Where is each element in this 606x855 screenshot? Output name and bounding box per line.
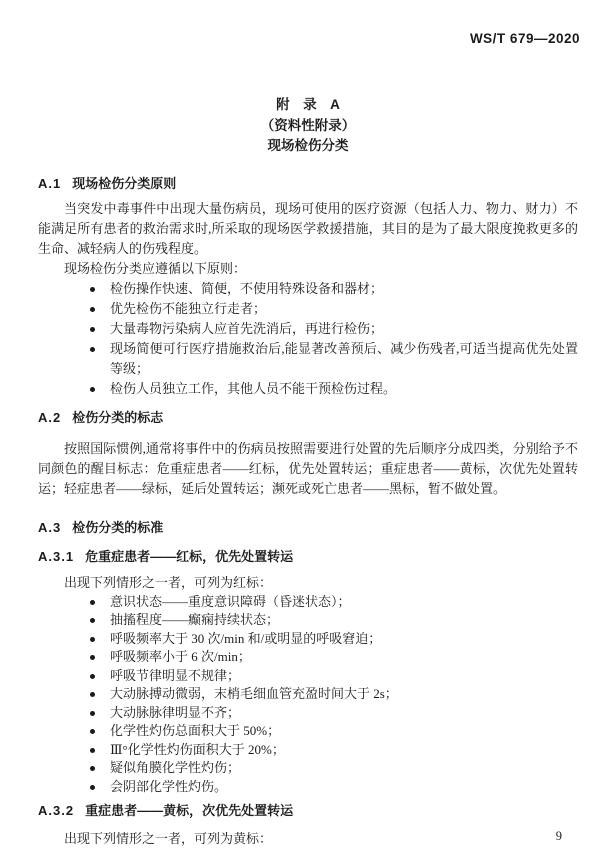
section-a3-2-title: 重症患者——黄标，次优先处置转运 bbox=[85, 803, 294, 818]
section-a2-paragraph-1: 按照国际惯例,通常将事件中的伤病员按照需要进行处置的先后顺序分成四类，分别给予不同颜色的醒目标志：危重症患者——红标，优先处置转运；重症患者——黄标，次优先处置转运；轻症患者——绿标，延后处置转运；濒死或死亡患者——黑标，暂不做处置。 bbox=[38, 440, 578, 496]
section-a2-heading bbox=[38, 408, 578, 427]
list-item: 大动脉脉律明显不齐； bbox=[38, 704, 578, 723]
section-a2-number: A.2 bbox=[38, 409, 62, 425]
section-a3-heading bbox=[38, 518, 578, 537]
section-a3-2-intro: 出现下列情形之一者，可列为黄标： bbox=[64, 831, 273, 846]
list-item: 意识状态——重度意识障碍（昏迷状态）； bbox=[38, 593, 578, 612]
list-item: 呼吸节律明显不规律； bbox=[38, 667, 578, 686]
list-item: 大量毒物污染病人应首先洗消后，再进行检伤； bbox=[38, 319, 578, 339]
list-item: 呼吸频率大于 30 次/min 和/或明显的呼吸窘迫； bbox=[38, 630, 578, 649]
list-item: 抽搐程度——癫痫持续状态； bbox=[38, 611, 578, 630]
section-a3-1-heading bbox=[38, 547, 578, 566]
appendix-type: （资料性附录） bbox=[260, 117, 356, 133]
section-a1-heading bbox=[38, 174, 578, 193]
list-item: 会阴部化学性灼伤。 bbox=[38, 778, 578, 797]
section-a3-title: 检伤分类的标准 bbox=[72, 519, 164, 535]
list-item: Ⅲ°化学性灼伤面积大于 20%； bbox=[38, 741, 578, 760]
list-item: 检伤操作快速、简便，不使用特殊设备和器材； bbox=[38, 279, 578, 299]
section-a3-2-number: A.3.2 bbox=[38, 803, 75, 818]
list-item: 检伤人员独立工作，其他人员不能干预检伤过程。 bbox=[38, 379, 578, 399]
page-content bbox=[38, 0, 578, 849]
section-a3-1-bullet-list bbox=[38, 593, 578, 797]
section-a1-bullet-list bbox=[38, 279, 578, 399]
section-a1-number: A.1 bbox=[38, 175, 62, 191]
doc-number: WS/T 679—2020 bbox=[469, 31, 580, 46]
section-a3-1-title: 危重症患者——红标，优先处置转运 bbox=[85, 548, 294, 564]
appendix-label: 附 录 A bbox=[276, 97, 340, 112]
page-number: 9 bbox=[555, 829, 562, 843]
appendix-title-block bbox=[38, 95, 578, 157]
appendix-title: 现场检伤分类 bbox=[267, 138, 349, 153]
section-a3-1-intro: 出现下列情形之一者，可列为红标： bbox=[64, 574, 273, 590]
section-a1-title: 现场检伤分类原则 bbox=[72, 175, 177, 191]
section-a3-number: A.3 bbox=[38, 519, 62, 535]
section-a1-paragraph-2: 现场检伤分类应遵循以下原则： bbox=[64, 260, 247, 276]
section-a3-2-heading bbox=[38, 801, 578, 820]
section-a3-1-number: A.3.1 bbox=[38, 548, 75, 564]
list-item: 优先检伤不能独立行走者； bbox=[38, 299, 578, 319]
list-item: 呼吸频率小于 6 次/min； bbox=[38, 648, 578, 667]
list-item: 大动脉搏动微弱，末梢毛细血管充盈时间大于 2s； bbox=[38, 685, 578, 704]
section-a2-title: 检伤分类的标志 bbox=[72, 409, 164, 425]
list-item: 现场简便可行医疗措施救治后,能显著改善预后、减少伤残者,可适当提高优先处置等级； bbox=[38, 339, 578, 379]
list-item: 疑似角膜化学性灼伤； bbox=[38, 759, 578, 778]
section-a1-paragraph-1: 当突发中毒事件中出现大量伤病员，现场可使用的医疗资源（包括人力、物力、财力）不能满足所有患者的救治需求时,所采取的现场医学救援措施，其目的是为了最大限度挽救更多的生命、减轻病人的伤残程度。 bbox=[38, 200, 578, 256]
list-item: 化学性灼伤总面积大于 50%； bbox=[38, 722, 578, 741]
